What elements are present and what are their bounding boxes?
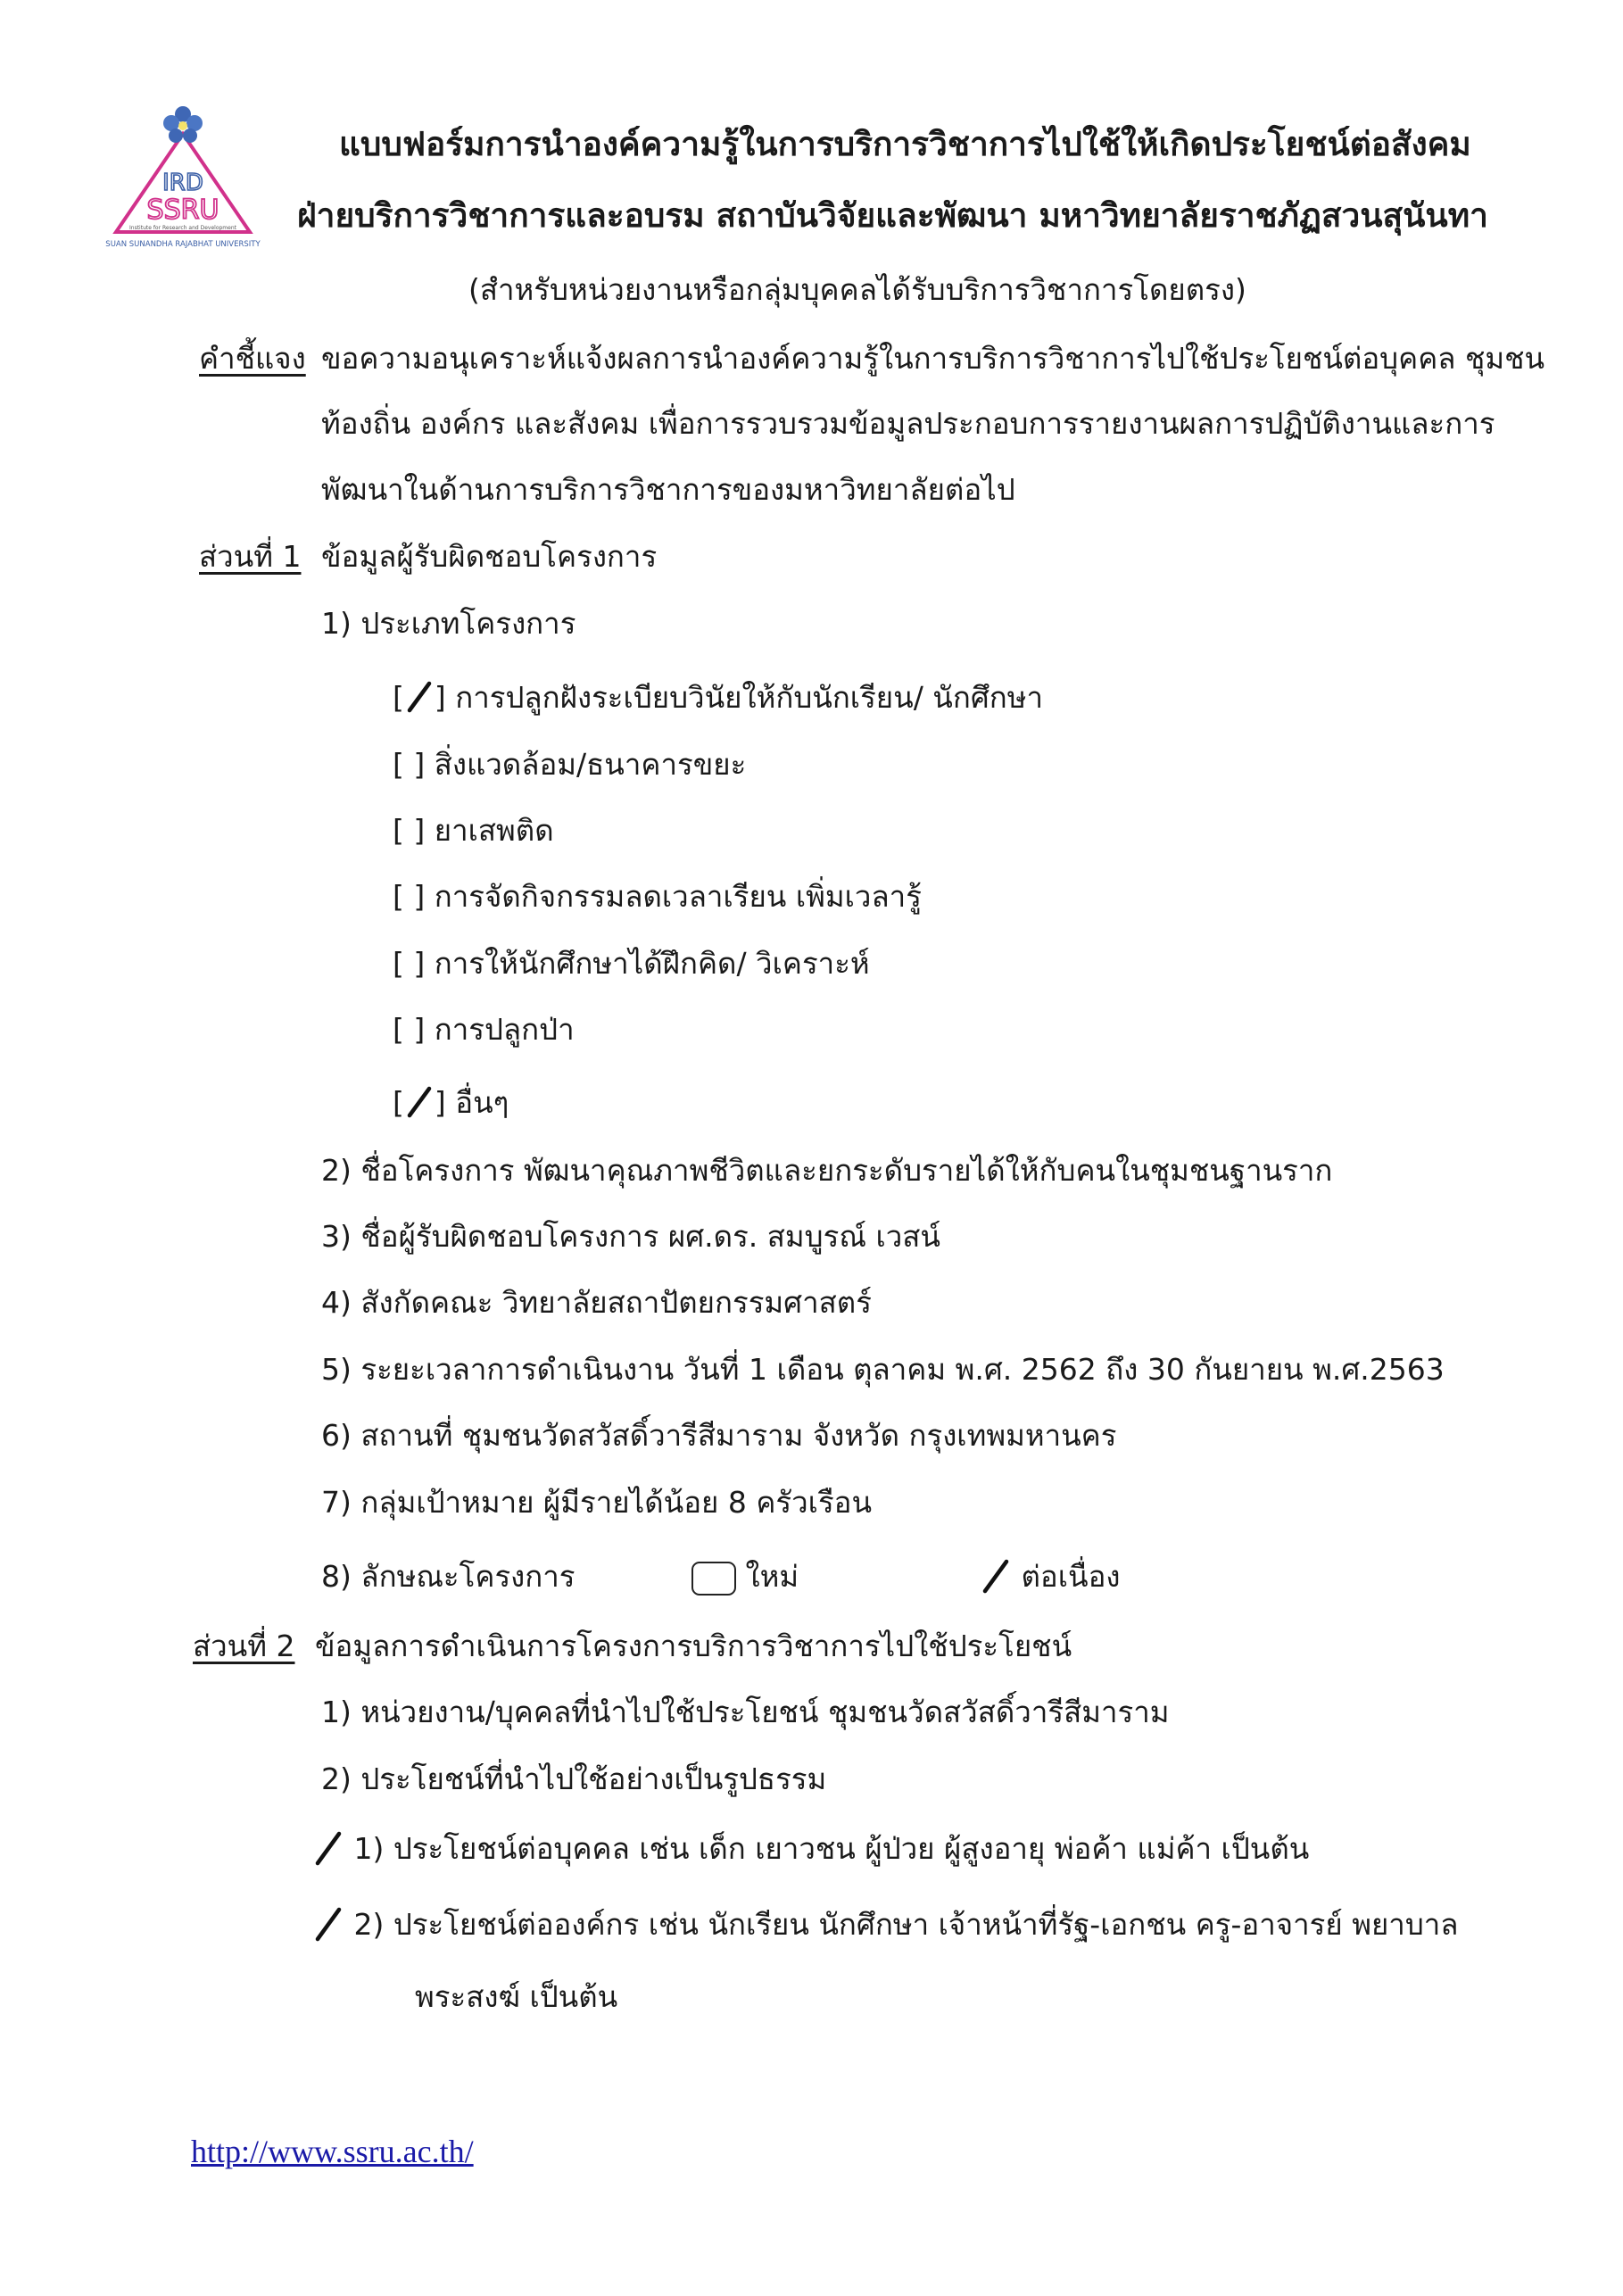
project-faculty: 4) สังกัดคณะ วิทยาลัยสถาปัตยกรรมศาสตร์ (321, 1285, 872, 1320)
project-nature-continuing-option[interactable] (980, 1557, 1121, 1596)
project-type-option[interactable] (393, 745, 746, 784)
option-label: อื่นๆ (455, 1085, 509, 1120)
form-subtitle: (สำหรับหน่วยงานหรือกลุ่มบุคคลได้รับบริการวิชาการโดยตรง) (468, 272, 1246, 307)
project-target-group: 7) กลุ่มเป้าหมาย ผู้มีรายได้น้อย 8 ครัวเรือน (321, 1485, 873, 1520)
checkbox-empty[interactable]: [ ] (393, 813, 426, 848)
logo-graphic (89, 98, 277, 250)
part1-title: ข้อมูลผู้รับผิดชอบโครงการ (321, 539, 658, 574)
option-label: การปลูกป่า (434, 1012, 575, 1047)
website-link[interactable]: http://www.ssru.ac.th/ (191, 2134, 474, 2169)
flower-icon (163, 106, 203, 143)
check-mark-icon[interactable] (312, 1906, 344, 1942)
instructions-label: คำชี้แจง (199, 341, 306, 376)
project-type-option[interactable] (393, 944, 870, 983)
check-mark-icon (406, 1086, 433, 1118)
logo-ird-text: IRD (162, 170, 203, 196)
option-label: การปลูกฝังระเบียบวินัยให้กับนักเรียน/ นักศึกษา (455, 680, 1044, 715)
instructions-line-3: พัฒนาในด้านการบริการวิชาการของมหาวิทยาลัยต่อไป (321, 472, 1015, 507)
option-label: การจัดกิจกรรมลดเวลาเรียน เพิ่มเวลารู้ (434, 879, 922, 914)
checkbox-empty[interactable]: [ ] (393, 1012, 426, 1047)
part2-title: ข้อมูลการดำเนินการโครงการบริการวิชาการไปใช้ประโยชน์ (315, 1629, 1072, 1663)
project-type-option[interactable] (393, 811, 554, 850)
project-type-option[interactable] (393, 678, 1043, 717)
checkbox-empty[interactable]: [ ] (393, 747, 426, 782)
checkbox-checked[interactable]: [ ] (393, 680, 446, 715)
check-mark-icon[interactable] (980, 1558, 1012, 1594)
checkbox-empty[interactable]: [ ] (393, 879, 426, 914)
benefit-individual-option[interactable] (312, 1829, 1309, 1869)
option-label: ยาเสพติด (434, 813, 554, 848)
option-label: การให้นักศึกษาได้ฝึกคิด/ วิเคราะห์ (434, 946, 870, 981)
project-duration: 5) ระยะเวลาการดำเนินงาน วันที่ 1 เดือน ตุลาคม พ.ศ. 2562 ถึง 30 กันยายน พ.ศ.2563 (321, 1352, 1445, 1387)
instructions-line-2: ท้องถิ่น องค์กร และสังคม เพื่อการรวบรวมข้อมูลประกอบการรายงานผลการปฏิบัติงานและการ (321, 406, 1495, 441)
option-label: 2) ประโยชน์ต่อองค์กร เช่น นักเรียน นักศึกษา เจ้าหน้าที่รัฐ-เอกชน ครู-อาจารย์ พยาบาล (353, 1907, 1459, 1942)
checkbox-checked[interactable]: [ ] (393, 1085, 446, 1120)
option-label: ต่อเนื่อง (1021, 1559, 1121, 1594)
logo-university-name: SUAN SUNANDHA RAJABHAT UNIVERSITY (105, 240, 261, 249)
project-nature-question: 8) ลักษณะโครงการ (321, 1559, 576, 1594)
project-type-question: 1) ประเภทโครงการ (321, 606, 576, 641)
project-name: 2) ชื่อโครงการ พัฒนาคุณภาพชีวิตและยกระดับรายได้ให้กับคนในชุมชนฐานราก (321, 1153, 1333, 1188)
instructions-line-1: ขอความอนุเคราะห์แจ้งผลการนำองค์ความรู้ในการบริการวิชาการไปใช้ประโยชน์ต่อบุคคล ชุมชน (321, 341, 1545, 376)
check-mark-icon (406, 681, 433, 713)
project-location: 6) สถานที่ ชุมชนวัดสวัสดิ์วารีสีมาราม จังหวัด กรุงเทพมหานคร (321, 1418, 1117, 1453)
part2-label: ส่วนที่ 2 (193, 1629, 295, 1663)
benefit-organization-continuation: พระสงฆ์ เป็นต้น (415, 1979, 618, 2014)
beneficiary-unit: 1) หน่วยงาน/บุคคลที่นำไปใช้ประโยชน์ ชุมชนวัดสวัสดิ์วารีสีมาราม (321, 1695, 1170, 1729)
project-type-option[interactable] (393, 1083, 509, 1123)
project-type-option[interactable] (393, 1010, 575, 1049)
benefit-organization-option[interactable] (312, 1905, 1459, 1944)
concrete-benefits-question: 2) ประโยชน์ที่นำไปใช้อย่างเป็นรูปธรรม (321, 1761, 827, 1796)
logo-ssru-text: SSRU (146, 195, 219, 226)
option-label: ใหม่ (745, 1559, 799, 1594)
option-label: สิ่งแวดล้อม/ธนาคารขยะ (434, 747, 747, 782)
form-title-line2: ฝ่ายบริการวิชาการและอบรม สถาบันวิจัยและพัฒนา มหาวิทยาลัยราชภัฏสวนสุนันทา (297, 196, 1488, 235)
option-label: 1) ประโยชน์ต่อบุคคล เช่น เด็ก เยาวชน ผู้ป่วย ผู้สูงอายุ พ่อค้า แม่ค้า เป็นต้น (353, 1831, 1310, 1866)
part1-label: ส่วนที่ 1 (199, 539, 302, 574)
ssru-logo (89, 98, 277, 250)
project-owner: 3) ชื่อผู้รับผิดชอบโครงการ ผศ.ดร. สมบูรณ์ เวสน์ (321, 1219, 940, 1254)
check-mark-icon[interactable] (312, 1830, 344, 1866)
checkbox-empty[interactable]: [ ] (393, 946, 426, 981)
form-title-line1: แบบฟอร์มการนำองค์ความรู้ในการบริการวิชาการไปใช้ให้เกิดประโยชน์ต่อสังคม (339, 125, 1471, 163)
checkbox-empty[interactable] (691, 1562, 736, 1596)
project-nature-new-option[interactable] (691, 1557, 799, 1596)
project-type-option[interactable] (393, 877, 922, 916)
logo-tagline: Institute for Research and Development (129, 225, 236, 231)
